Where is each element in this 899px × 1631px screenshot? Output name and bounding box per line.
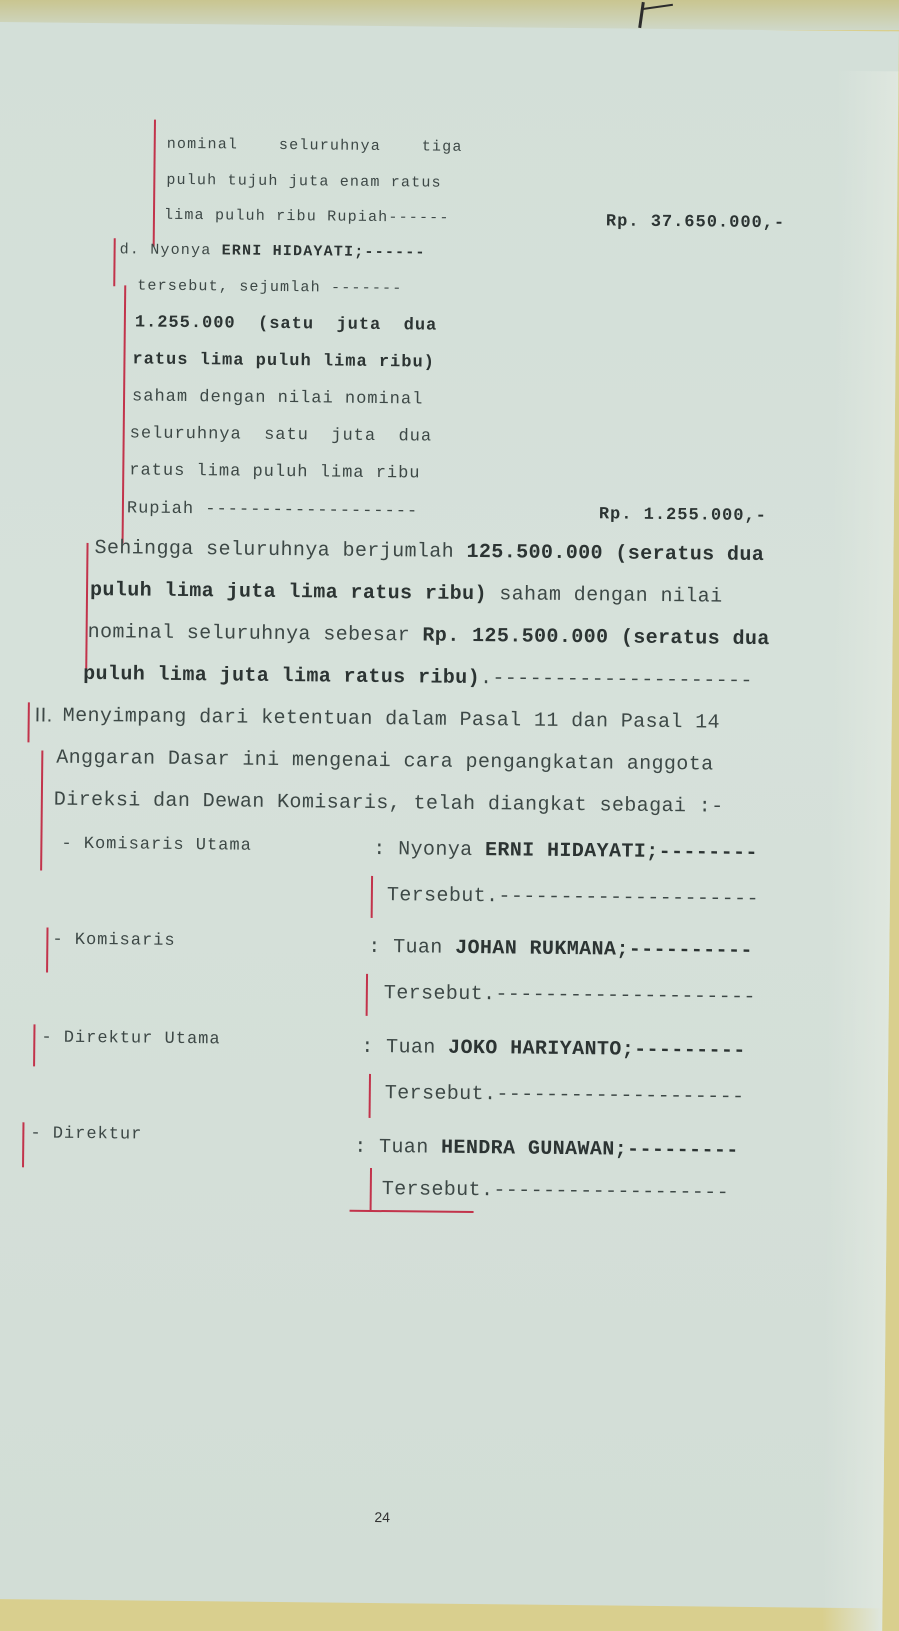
total-bold: 125.500.000 (seratus dua (466, 540, 765, 568)
text-line: Rupiah ------------------- (126, 499, 419, 522)
text-line: nominal seluruhnya tiga (166, 135, 463, 156)
officer-tail: ;--------- (614, 1138, 739, 1163)
sep: : (368, 935, 394, 960)
amount-c: Rp. 37.650.000,- (605, 212, 786, 234)
margin-bracket-total (85, 543, 88, 671)
margin-bracket (371, 876, 373, 918)
text-line: tersebut, sejumlah ------- (137, 277, 403, 298)
text-line: Anggaran Dasar ini mengenai cara pengangkatan anggota (56, 746, 714, 777)
text-line: Menyimpang dari ketentuan dalam Pasal 11 dan Pasal 14 (62, 704, 721, 735)
item-d-name: ERNI HIDAYATI (221, 242, 355, 261)
page-number: 24 (374, 1509, 391, 1526)
item-d-heading (120, 241, 426, 261)
margin-bracket-ii-body (40, 750, 43, 870)
text-line: saham dengan nilai nominal (131, 387, 424, 410)
text-line: Direksi dan Dewan Komisaris, telah diangkat sebagai :- (53, 788, 724, 819)
total-line-3 (87, 621, 769, 651)
officer-role: - Direktur Utama (41, 1028, 221, 1050)
margin-bracket-d-body (122, 285, 127, 543)
amount-d: Rp. 1.255.000,- (598, 505, 767, 527)
officer-tersebut: Tersebut.--------------------- (386, 884, 760, 911)
officer-tersebut: Tersebut.-------------------- (384, 1082, 745, 1109)
margin-bracket (370, 1168, 372, 1212)
officer-role: - Direktur (30, 1124, 143, 1145)
section-number: II. (34, 704, 53, 727)
text-line: ratus lima puluh lima ribu (129, 461, 421, 484)
officer-role: - Komisaris Utama (61, 834, 252, 856)
officer-name: JOHAN RUKMANA (455, 936, 617, 962)
officer-name: JOKO HARIYANTO (447, 1036, 622, 1062)
officer-entry (361, 1036, 746, 1063)
officer-tersebut: Tersebut.------------------- (381, 1178, 730, 1205)
officer-title: Tuan (378, 1136, 442, 1160)
document-page (0, 22, 899, 1608)
total-text: .--------------------- (479, 667, 753, 693)
text-line: ratus lima puluh lima ribu) (132, 350, 436, 373)
officer-title: Tuan (385, 1036, 449, 1060)
text-line: 1.255.000 (satu juta dua (134, 313, 438, 336)
officer-tail: ;---------- (616, 938, 753, 963)
officer-name: ERNI HIDAYATI (484, 839, 647, 864)
officer-entry (354, 1136, 739, 1163)
officer-title: Nyonya (398, 838, 486, 863)
sep: : (373, 837, 399, 862)
total-line-2 (90, 579, 723, 609)
total-line-1 (94, 537, 764, 567)
text-line: lima puluh ribu Rupiah------ (163, 206, 450, 227)
text-line: puluh tujuh juta enam ratus (166, 171, 442, 192)
officer-name: HENDRA GUNAWAN (440, 1136, 615, 1162)
sep: : (354, 1135, 380, 1160)
officer-entry (368, 936, 753, 963)
total-line-4 (83, 663, 753, 693)
margin-bracket (366, 974, 368, 1016)
officer-tail: ;-------- (646, 840, 758, 865)
margin-bracket (46, 928, 48, 973)
page-fold-shade (822, 71, 898, 1631)
item-d-suffix: ;------ (354, 243, 426, 262)
margin-bracket-ii (27, 702, 29, 742)
total-text: nominal seluruhnya sebesar (87, 620, 423, 648)
total-bold: puluh lima juta lima ratus ribu) (83, 662, 481, 691)
officer-title: Tuan (393, 936, 456, 960)
total-bold: puluh lima juta lima ratus ribu) (89, 578, 488, 607)
text-line: seluruhnya satu juta dua (129, 424, 433, 447)
officer-tersebut: Tersebut.--------------------- (383, 982, 757, 1009)
officer-tail: ;--------- (621, 1038, 746, 1063)
margin-bracket (22, 1122, 24, 1167)
closing-underline (350, 1210, 474, 1213)
margin-bracket (369, 1074, 371, 1118)
total-bold: Rp. 125.500.000 (seratus dua (422, 624, 770, 652)
officer-role: - Komisaris (52, 930, 176, 951)
margin-bracket-c (153, 120, 156, 247)
officer-entry (373, 838, 758, 865)
total-text: saham dengan nilai (486, 583, 723, 609)
total-text: Sehingga seluruhnya berjumlah (94, 537, 467, 564)
margin-bracket-d (113, 238, 116, 286)
sep: : (361, 1035, 387, 1060)
item-d-prefix: d. Nyonya (119, 241, 222, 260)
margin-bracket (33, 1024, 35, 1066)
